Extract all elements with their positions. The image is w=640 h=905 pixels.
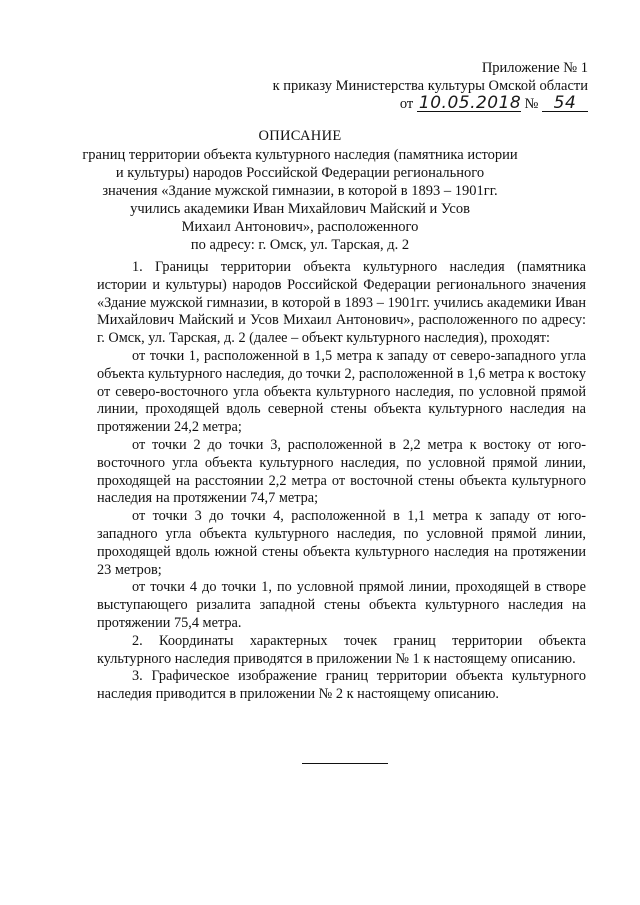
heading-line: по адресу: г. Омск, ул. Тарская, д. 2 — [190, 237, 410, 253]
boundary-point-4: от точки 4 до точки 1, по условной прямой линии, проходящей в створе выступающего ризалита западной стены объекта культурного наследия на протяжении 75,4 метра. — [97, 579, 586, 631]
date-prefix: от — [399, 96, 414, 112]
annex-header — [228, 59, 588, 113]
document-body — [97, 259, 586, 704]
annex-title: Приложение № 1 — [481, 60, 588, 76]
boundary-point-3: от точки 3 до точки 4, расположенной в 1,1 метра к западу от юго-западного угла объекта культурного наследия, по условной прямой линии, проходящей вдоль южной стены объекта культурного наследия на протяжении 23 метров; — [97, 508, 586, 578]
boundary-point-1: от точки 1, расположенной в 1,5 метра к западу от северо-западного угла объекта культурного наследия, до точки 2, расположенной в 1,6 метра к востоку от северо-восточного угла объекта культурного наследия, по условной прямой линии, проходящей вдоль северной стены объекта культурного наследия на протяжении 24,2 метра; — [97, 347, 586, 436]
paragraph-2: 2. Координаты характерных точек границ территории объекта культурного наследия приводятся в приложении № 1 к настоящему описанию. — [97, 632, 586, 667]
paragraph-3: 3. Графическое изображение границ территории объекта культурного наследия приводится в приложении № 2 к настоящему описанию. — [97, 668, 586, 703]
annex-date-number-line — [228, 95, 588, 113]
heading-line: границ территории объекта культурного наследия (памятника истории — [82, 147, 518, 163]
end-divider — [302, 763, 388, 764]
document-heading — [80, 127, 520, 254]
handwritten-date: 10.05.2018 — [418, 93, 522, 113]
annex-order-reference: к приказу Министерства культуры Омской области — [272, 78, 588, 94]
heading-line: и культуры) народов Российской Федерации регионального — [115, 165, 485, 181]
number-prefix: № — [524, 96, 539, 112]
heading-line: Михаил Антонович», расположенного — [181, 219, 419, 235]
document-title: ОПИСАНИЕ — [258, 128, 342, 144]
boundary-point-2: от точки 2 до точки 3, расположенной в 2,2 метра к востоку от юго-восточного угла объекта культурного наследия, по условной прямой линии, проходящей на расстоянии 2,2 метра от восточной стены объекта культурного наследия на протяжении 74,7 метра; — [97, 436, 586, 507]
heading-line: значения «Здание мужской гимназии, в которой в 1893 – 1901гг. — [102, 183, 498, 199]
paragraph-1: 1. Границы территории объекта культурного наследия (памятника истории и культуры) народов Российской Федерации регионального значения «Здание мужской гимназии, в которой в 1893 – 1901гг. учились академики Иван Михайлович Майский и Усов Михаил Антонович», расположенного по адресу: г. Омск, ул. Тарская, д. 2 (далее – объект культурного наследия), проходят: — [97, 259, 586, 347]
handwritten-number: 54 — [542, 96, 588, 112]
heading-line: учились академики Иван Михайлович Майский и Усов — [130, 201, 470, 217]
